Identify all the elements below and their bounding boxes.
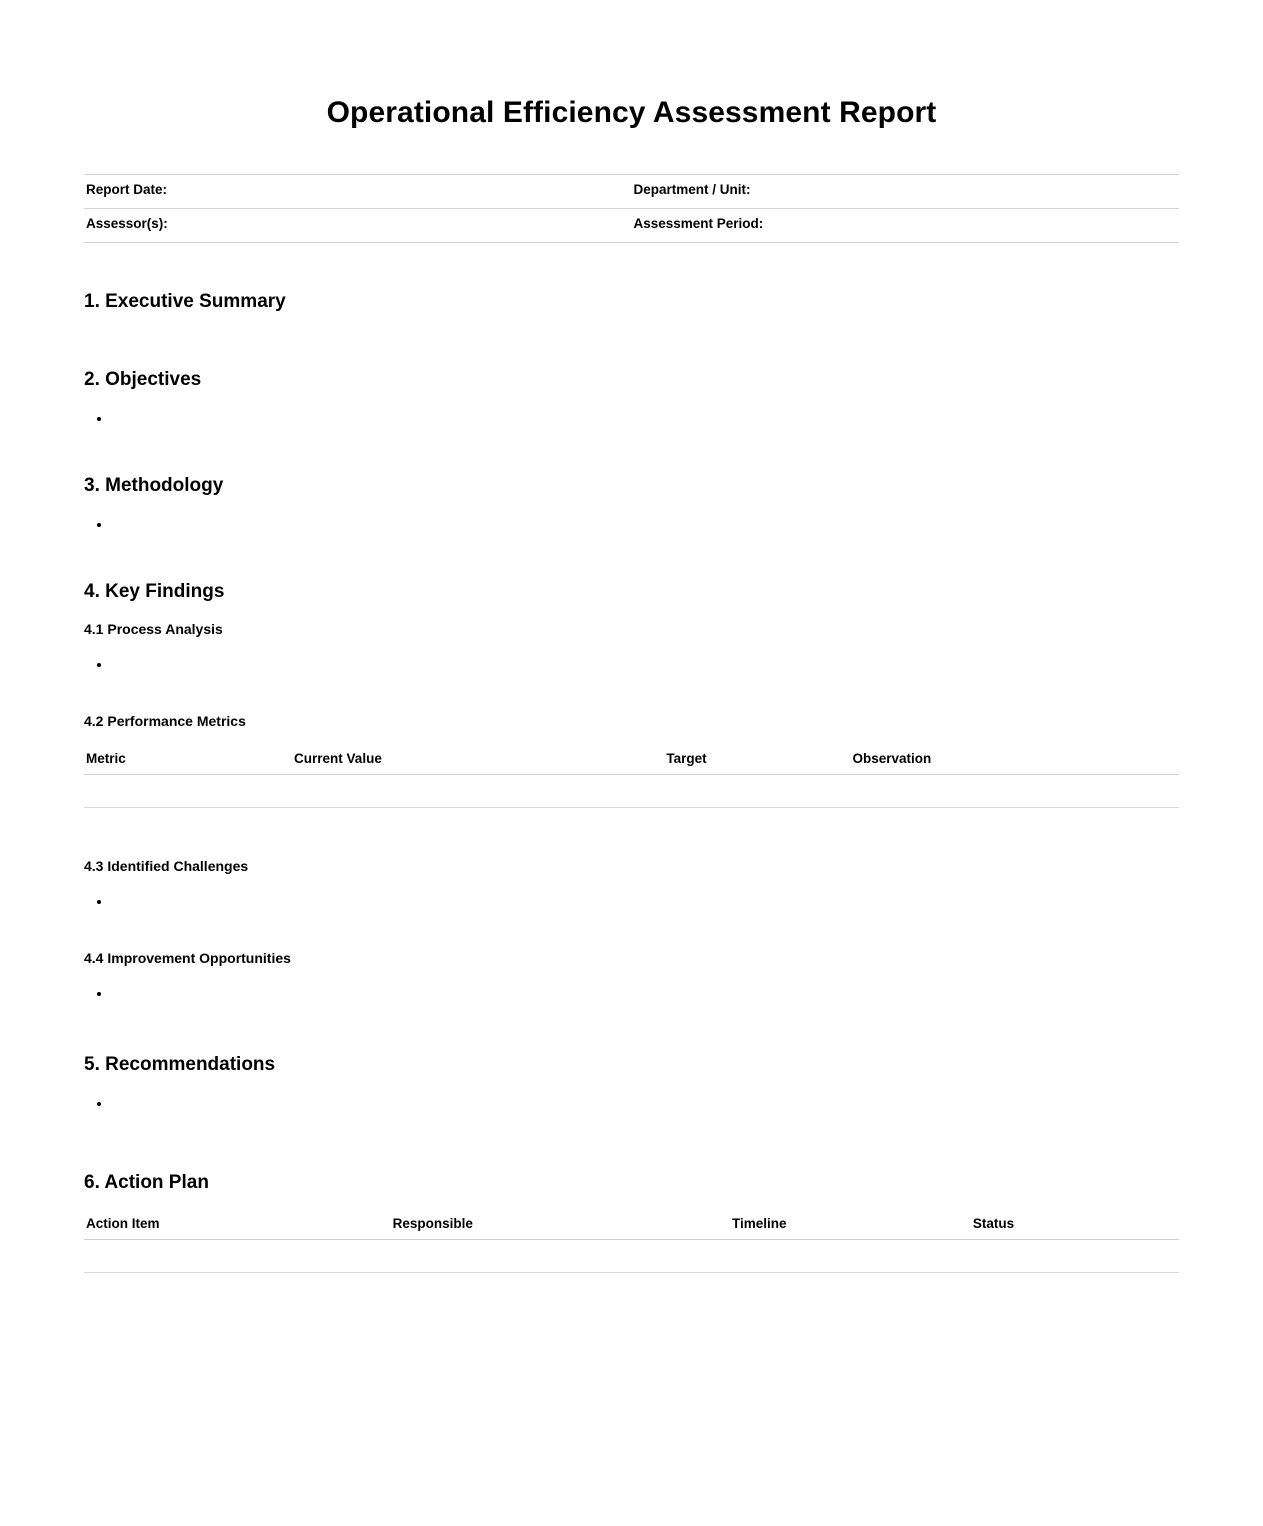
heading-identified-challenges: 4.3 Identified Challenges: [84, 858, 249, 874]
table-row: [84, 209, 1179, 243]
cell-timeline: [730, 1240, 971, 1273]
heading-performance-metrics: 4.2 Performance Metrics: [84, 713, 246, 729]
heading-recommendations: 5. Recommendations: [84, 1054, 276, 1075]
process-analysis-list: [84, 655, 1179, 675]
action-plan-table: [84, 1210, 1179, 1273]
page-title: Operational Efficiency Assessment Report: [326, 96, 937, 129]
heading-process-analysis: 4.1 Process Analysis: [84, 621, 223, 637]
improvement-opportunities-list: [84, 984, 1179, 1004]
subsection-improvement-opportunities: [84, 950, 1179, 1004]
heading-objectives: 2. Objectives: [84, 369, 202, 390]
cell-status: [971, 1240, 1179, 1273]
heading-methodology: 3. Methodology: [84, 475, 224, 496]
meta-label-department: Department / Unit:: [632, 175, 1180, 209]
section-key-findings: [84, 581, 1179, 603]
col-timeline: Timeline: [730, 1210, 971, 1240]
heading-improvement-opportunities: 4.4 Improvement Opportunities: [84, 950, 291, 966]
col-target: Target: [664, 745, 850, 775]
methodology-list: [84, 515, 1179, 535]
col-action-item: Action Item: [84, 1210, 391, 1240]
table-header-row: [84, 745, 1179, 775]
cell-observation: [850, 775, 1179, 808]
report-meta-table: [84, 174, 1179, 243]
performance-metrics-table: [84, 745, 1179, 808]
list-item: [112, 1094, 1179, 1114]
section-objectives: [84, 369, 1179, 429]
col-observation: Observation: [850, 745, 1179, 775]
col-current-value: Current Value: [292, 745, 664, 775]
meta-label-report-date: Report Date:: [84, 175, 632, 209]
heading-key-findings: 4. Key Findings: [84, 581, 225, 602]
list-item: [112, 984, 1179, 1004]
meta-label-assessors: Assessor(s):: [84, 209, 632, 243]
table-row: [84, 1240, 1179, 1273]
table-row: [84, 175, 1179, 209]
subsection-performance-metrics: [84, 713, 1179, 808]
section-action-plan: [84, 1172, 1179, 1273]
col-metric: Metric: [84, 745, 292, 775]
meta-label-assessment-period: Assessment Period:: [632, 209, 1180, 243]
section-executive-summary: [84, 291, 1179, 343]
col-responsible: Responsible: [391, 1210, 730, 1240]
executive-summary-body: [84, 313, 1179, 343]
col-status: Status: [971, 1210, 1179, 1240]
list-item: [112, 409, 1179, 429]
table-row: [84, 775, 1179, 808]
list-item: [112, 892, 1179, 912]
cell-current-value: [292, 775, 664, 808]
objectives-list: [84, 409, 1179, 429]
heading-executive-summary: 1. Executive Summary: [84, 291, 286, 312]
subsection-identified-challenges: [84, 858, 1179, 912]
heading-action-plan: 6. Action Plan: [84, 1172, 209, 1193]
section-methodology: [84, 475, 1179, 535]
cell-responsible: [391, 1240, 730, 1273]
list-item: [112, 655, 1179, 675]
cell-action-item: [84, 1240, 391, 1273]
table-header-row: [84, 1210, 1179, 1240]
subsection-process-analysis: [84, 621, 1179, 675]
cell-metric: [84, 775, 292, 808]
list-item: [112, 515, 1179, 535]
section-recommendations: [84, 1054, 1179, 1114]
cell-target: [664, 775, 850, 808]
identified-challenges-list: [84, 892, 1179, 912]
recommendations-list: [84, 1094, 1179, 1114]
